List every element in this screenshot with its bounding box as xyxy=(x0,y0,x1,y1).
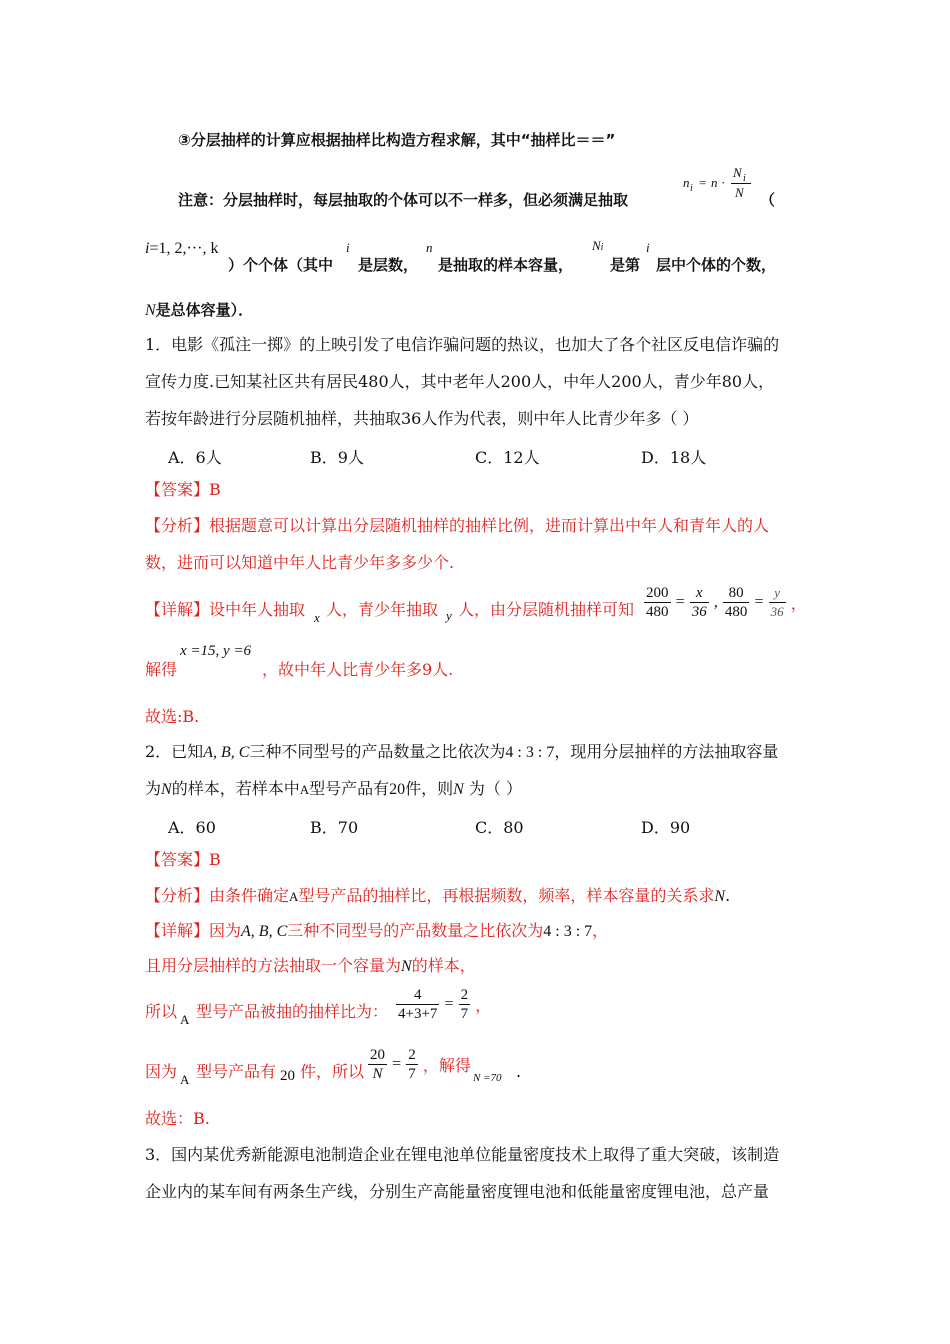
note-line-3-text-a: ）个个体（其中 xyxy=(228,256,334,274)
q1-detail-c: 人，由分层随机抽样可知 xyxy=(458,600,635,619)
q1-detail-y: y xyxy=(446,608,452,623)
q2-answer: 【答案】B xyxy=(145,850,221,869)
q1-solve-eq: x =15, y =6 xyxy=(180,643,252,659)
q1-analysis-1: 【分析】根据题意可以计算出分层随机抽样的抽样比例，进而计算出中年人和青年人的人 xyxy=(145,516,770,535)
q1-detail-x: x xyxy=(314,610,320,625)
note-i-2: i xyxy=(646,240,650,255)
note-line-3: i=1, 2,···, k xyxy=(145,240,219,257)
q2-option-c: C．80 xyxy=(475,818,524,837)
q1-stem-1: 1．电影《孤注一掷》的上映引发了电信诈骗问题的热议，也加大了各个社区反电信诈骗的 xyxy=(145,335,780,354)
q2-detail-4-b: 型号产品有 xyxy=(196,1062,277,1081)
q2-detail-4-A: A xyxy=(180,1072,190,1087)
note-line-4: N是总体容量）． xyxy=(145,301,254,319)
note-i: i xyxy=(346,240,350,255)
q2-detail-3-a: 所以 xyxy=(145,1002,178,1021)
q1-choose: 故选:B. xyxy=(145,707,200,726)
q2-detail-3-b: 型号产品被抽的抽样比为： xyxy=(196,1002,389,1021)
q2-choose: 故选：B. xyxy=(145,1109,210,1128)
q1-option-c: C．12人 xyxy=(475,448,540,467)
q2-detail-4-end: . xyxy=(516,1062,522,1081)
q2-detail-4-twenty: 20 xyxy=(280,1068,295,1084)
q1-stem-3: 若按年龄进行分层随机抽样，共抽取36人作为代表，则中年人比青少年多（ ） xyxy=(145,409,699,428)
q2-detail-3-equation: $\frac{4}{4+3+7}$ = $\frac{2}{7}$ ， xyxy=(398,987,492,1022)
q1-stem-2: 宣传力度.已知某社区共有居民480人，其中老年人200人，中年人200人，青少年80人， xyxy=(145,372,775,391)
q3-stem-2: 企业内的某车间有两条生产线，分别生产高能量密度锂电池和低能量密度锂电池，总产量 xyxy=(145,1182,770,1201)
q1-solve-b: ，故中年人比青少年多9人. xyxy=(262,660,454,679)
q2-option-d: D．90 xyxy=(641,818,691,837)
formula-ni: n i = n · N i N xyxy=(683,163,763,207)
note-line-3-text-c: 是抽取的样本容量， xyxy=(438,256,574,274)
q1-equation: $\frac{200}{480}$ = $\frac{x}{36}$ , $\frac{80}{480}$ = $\frac{y}{36}$ ， xyxy=(646,585,807,620)
q1-answer: 【答案】B xyxy=(145,480,221,499)
note-line-3-text-e: 层中个体的个数， xyxy=(656,256,777,274)
q2-detail-4-equation: $\frac{20}{N}$ = $\frac{2}{7}$ ，解得 xyxy=(370,1047,471,1082)
note-paren-open: （ xyxy=(760,191,776,209)
q2-option-a: A．60 xyxy=(168,818,216,837)
q1-analysis-2: 数，进而可以知道中年人比青少年多多少个. xyxy=(145,553,455,572)
q3-stem-1: 3．国内某优秀新能源电池制造企业在锂电池单位能量密度技术上取得了重大突破，该制造 xyxy=(145,1145,780,1164)
q2-detail-4-a: 因为 xyxy=(145,1062,178,1081)
q2-detail-2: 且用分层抽样的方法抽取一个容量为N的样本， xyxy=(145,956,476,975)
q1-detail-b: 人，青少年抽取 xyxy=(326,600,439,619)
note-line-3-text-d: 是第 xyxy=(610,256,641,274)
note-n: n xyxy=(426,240,433,255)
q1-detail-a: 【详解】设中年人抽取 xyxy=(145,600,306,619)
note-line-2: 注意：分层抽样时，每层抽取的个体可以不一样多，但必须满足抽取 xyxy=(178,191,629,209)
q2-detail-4-result: N =70 xyxy=(473,1072,502,1084)
q2-detail-1: 【详解】因为A, B, C三种不同型号的产品数量之比依次为4 : 3 : 7， xyxy=(145,921,609,940)
note-line-3-text-b: 是层数， xyxy=(358,256,419,274)
q2-detail-4-c: 件，所以 xyxy=(300,1062,365,1081)
q2-analysis: 【分析】由条件确定A型号产品的抽样比，再根据频数，频率，样本容量的关系求N. xyxy=(145,886,731,905)
q1-option-a: A．6人 xyxy=(168,448,222,467)
q2-stem-1: 2．已知A, B, C三种不同型号的产品数量之比依次为4 : 3 : 7，现用分层抽样的方法抽取容量 xyxy=(145,742,779,761)
note-line-1: ③分层抽样的计算应根据抽样比构造方程求解，其中“抽样比＝＝” xyxy=(178,131,616,149)
q1-option-d: D．18人 xyxy=(641,448,707,467)
q2-stem-2: 为N的样本，若样本中A型号产品有20件，则N 为（ ） xyxy=(145,779,522,798)
q1-option-b: B．9人 xyxy=(310,448,364,467)
q2-detail-3-A: A xyxy=(180,1012,190,1027)
note-Ni: Ni xyxy=(592,238,604,253)
q1-solve-a: 解得 xyxy=(145,660,178,679)
q2-option-b: B．70 xyxy=(310,818,359,837)
